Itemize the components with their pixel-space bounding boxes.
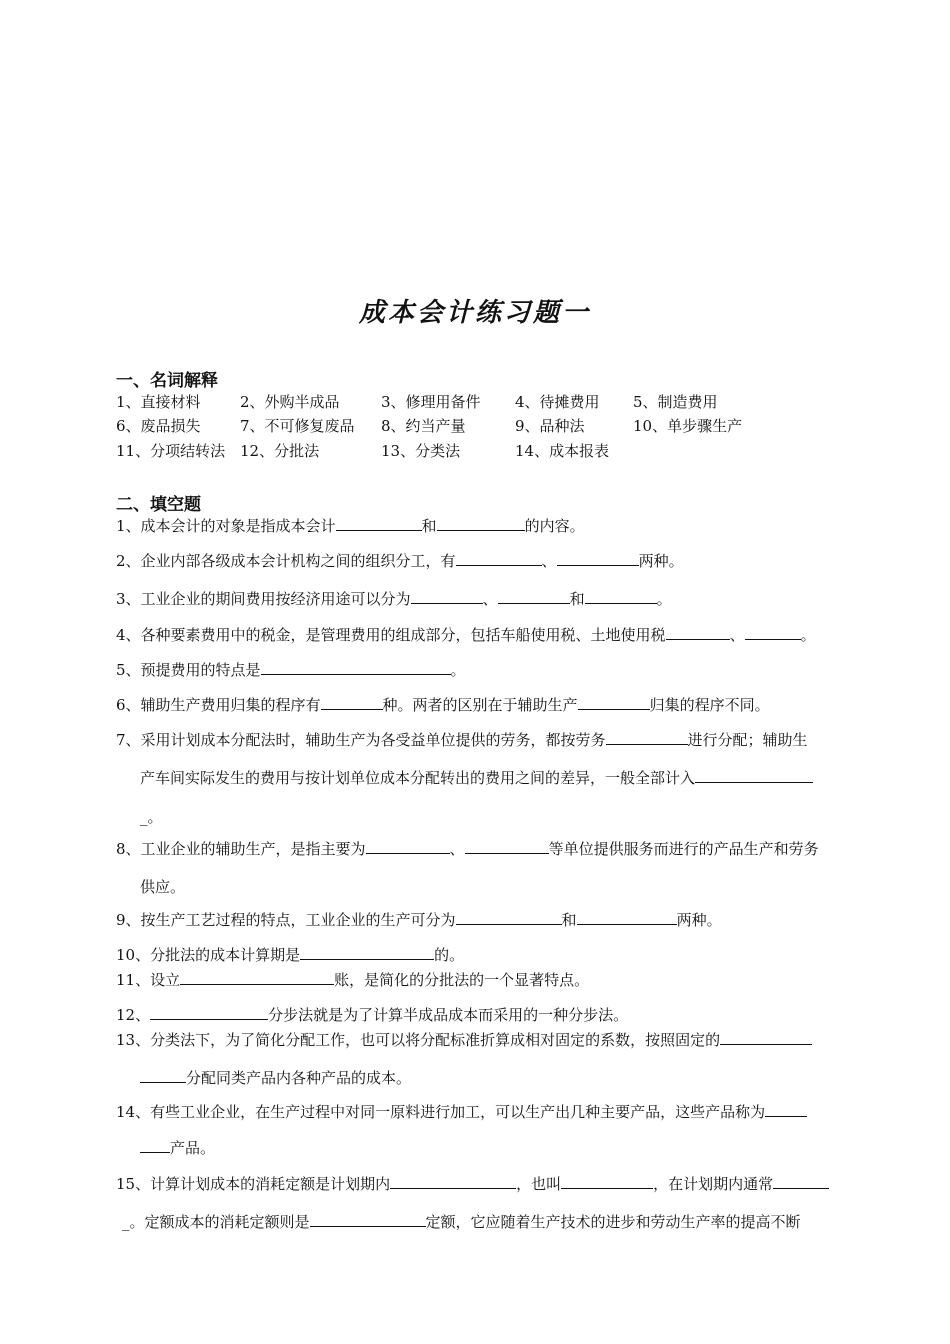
term-item: 3、修理用备件: [381, 393, 481, 411]
term-item: 2、外购半成品: [240, 393, 340, 411]
term-item: 1、直接材料: [116, 393, 201, 411]
question-7-cont: 产车间实际发生的费用与按计划单位成本分配转出的费用之间的差异，一般全部计入: [140, 767, 886, 788]
answer-blank[interactable]: [150, 1005, 268, 1020]
answer-blank[interactable]: [390, 1174, 516, 1189]
question-12: 12、 分步法就是为了计算半成品成本而采用的一种分步法。: [116, 1006, 629, 1024]
document-title: 成本会计练习题一: [358, 298, 591, 328]
answer-blank[interactable]: [695, 768, 813, 783]
term-item: 14、成本报表: [515, 442, 610, 460]
term-item: 10、单步骤生产: [633, 417, 743, 435]
answer-blank[interactable]: [437, 516, 525, 531]
answer-blank[interactable]: [561, 1174, 653, 1189]
question-7: 7、采用计划成本分配法时，辅助生产为各受益单位提供的劳务，都按劳务 进行分配；辅助生: [116, 731, 808, 749]
term-item: 12、分批法: [240, 442, 320, 460]
question-10: 10、分批法的成本计算期是 的。: [116, 946, 465, 964]
term-item: 11、分项结转法: [116, 442, 226, 460]
answer-blank[interactable]: [745, 625, 801, 640]
question-14: 14、有些工业企业，在生产过程中对同一原料进行加工，可以生产出几种主要产品，这些产品称为: [116, 1101, 886, 1122]
question-8: 8、工业企业的辅助生产，是指主要为 、 等单位提供服务而进行的产品生产和劳务: [116, 840, 819, 858]
answer-blank[interactable]: [557, 551, 639, 566]
term-item: 9、品种法: [515, 417, 585, 435]
question-13: 13、分类法下，为了简化分配工作，也可以将分配标准折算成相对固定的系数，按照固定的: [116, 1029, 886, 1050]
question-13-cont: 分配同类产品内各种产品的成本。: [140, 1067, 886, 1088]
question-3: 3、工业企业的期间费用按经济用途可以分为 、 和 。: [116, 590, 672, 608]
answer-blank[interactable]: [180, 970, 334, 985]
answer-blank[interactable]: [456, 910, 562, 925]
question-2: 2、企业内部各级成本会计机构之间的组织分工，有 、 两种。: [116, 552, 684, 570]
question-5: 5、预提费用的特点是 。: [116, 661, 466, 679]
answer-blank[interactable]: [310, 1212, 426, 1227]
question-15: 15、计算计划成本的消耗定额是计划期内 ，也叫 ，在计划期内通常: [116, 1173, 886, 1194]
answer-blank[interactable]: [456, 551, 542, 566]
answer-blank[interactable]: [465, 839, 549, 854]
term-item: 4、待摊费用: [515, 393, 600, 411]
question-6: 6、辅助生产费用归集的程序有 种。两者的区别在于辅助生产 归集的程序不同。: [116, 696, 770, 714]
answer-blank[interactable]: [720, 1030, 812, 1045]
question-14-cont: 产品。: [140, 1137, 886, 1158]
answer-blank[interactable]: [411, 589, 483, 604]
section-heading-fill: 二、填空题: [116, 495, 201, 515]
answer-blank[interactable]: [366, 839, 450, 854]
answer-blank[interactable]: [321, 695, 383, 710]
question-4: 4、各种要素费用中的税金，是管理费用的组成部分，包括车船使用税、土地使用税 、 。: [116, 626, 816, 644]
answer-blank[interactable]: [498, 589, 570, 604]
question-9: 9、按生产工艺过程的特点，工业企业的生产可分为 和 两种。: [116, 911, 722, 929]
answer-blank[interactable]: [140, 1138, 170, 1153]
question-7-cont: _。: [140, 808, 163, 826]
answer-blank[interactable]: [606, 730, 688, 745]
answer-blank[interactable]: [261, 660, 451, 675]
answer-blank[interactable]: [300, 945, 434, 960]
section-heading-terms: 一、名词解释: [116, 371, 218, 391]
term-item: 13、分类法: [381, 442, 461, 460]
answer-blank[interactable]: [765, 1102, 807, 1117]
question-1: 1、成本会计的对象是指成本会计 和 的内容。: [116, 517, 585, 535]
question-15-cont: _。定额成本的消耗定额则是 定额，它应随着生产技术的进步和劳动生产率的提高不断: [122, 1213, 801, 1231]
term-item: 7、不可修复废品: [240, 417, 355, 435]
question-11: 11、设立 账，是简化的分批法的一个显著特点。: [116, 971, 590, 989]
term-item: 6、废品损失: [116, 417, 201, 435]
answer-blank[interactable]: [773, 1174, 829, 1189]
term-item: 5、制造费用: [633, 393, 718, 411]
answer-blank[interactable]: [577, 910, 677, 925]
answer-blank[interactable]: [140, 1068, 186, 1083]
answer-blank[interactable]: [666, 625, 730, 640]
answer-blank[interactable]: [578, 695, 650, 710]
answer-blank[interactable]: [585, 589, 657, 604]
answer-blank[interactable]: [336, 516, 422, 531]
question-8-cont: 供应。: [140, 878, 186, 896]
term-item: 8、约当产量: [381, 417, 466, 435]
